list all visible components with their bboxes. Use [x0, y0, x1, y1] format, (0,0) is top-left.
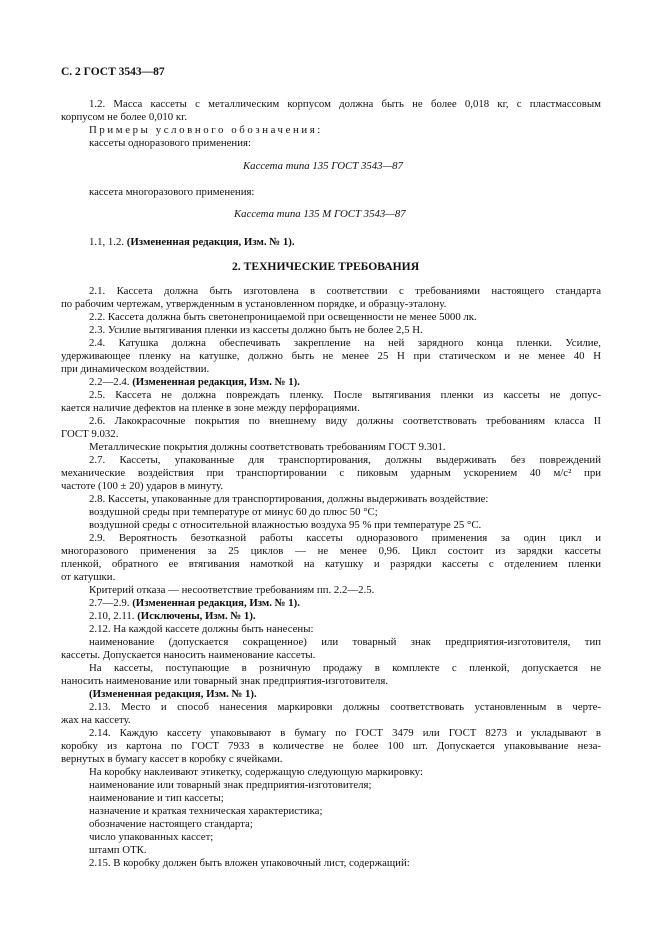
amendment-text: (Измененная редакция, Изм. № 1). [132, 376, 300, 388]
text-line [61, 714, 131, 727]
text-line [61, 363, 209, 376]
text-line [89, 701, 601, 714]
text-line-content: жах на кассету. [61, 714, 131, 726]
text-line-content: 2.2. Кассета должна быть светонепроницаемой при освещенности не менее 5000 лк. [89, 311, 477, 323]
page-header: С. 2 ГОСТ 3543—87 [61, 66, 165, 78]
text-line [61, 350, 601, 363]
text-line [61, 571, 115, 584]
text-line [89, 857, 410, 870]
text-line-content: наименование (допускается сокращенное) или товарный знак предприятия-изготовителя, тип [89, 636, 601, 648]
text-line [89, 376, 300, 389]
text-line-content: от катушки. [61, 571, 116, 583]
text-line-content: 2.7—2.9. [89, 597, 130, 609]
text-line [89, 441, 446, 454]
section-title: 2. ТЕХНИЧЕСКИЕ ТРЕБОВАНИЯ [232, 260, 420, 273]
text-line [89, 337, 601, 350]
text-line-content: вернутых в бумагу кассет в коробку с ячейками. [61, 753, 283, 765]
text-line-content: 2.2—2.4. [89, 376, 130, 388]
paragraph-1-2-line: корпусом не более 0,010 кг. [61, 111, 188, 123]
text-line [89, 454, 601, 467]
examples-heading: Примеры условного обозначения: [89, 124, 323, 136]
text-line-content: 2.6. Лакокрасочные покрытия по внешнему виду должны соответствовать требованиям класса II [89, 415, 601, 427]
text-line-content: 2.5. Кассета не должна повреждать пленку. После вытягивания пленки из кассеты не допус- [89, 389, 601, 401]
text-line [89, 597, 300, 610]
text-line [89, 324, 423, 337]
text-line-content: 2.14. Каждую кассету упаковывают в бумагу по ГОСТ 3479 или ГОСТ 8273 и укладывают в [89, 727, 601, 739]
text-line-content: 2.1. Кассета должна быть изготовлена в соответствии с требованиями настоящего стандарта [89, 285, 601, 297]
text-line [61, 740, 601, 753]
text-line [61, 402, 360, 415]
text-line [89, 792, 224, 805]
text-line [89, 506, 378, 519]
text-line [89, 805, 322, 818]
text-line [89, 662, 601, 675]
multi-use-label: кассета многоразового применения: [89, 186, 255, 198]
text-line [89, 610, 256, 623]
text-line-content: частоте (100 ± 20) ударов в минуту. [61, 480, 224, 492]
text-line-content: 2.10, 2.11. [89, 610, 135, 622]
amendment-text: (Исключены, Изм. № 1). [137, 610, 256, 622]
text-line-content: наименование или товарный знак предприятия-изготовителя; [89, 779, 372, 791]
text-line [89, 844, 147, 857]
text-line [89, 636, 601, 649]
text-line-content: ГОСТ 9.032. [61, 428, 119, 440]
text-line [89, 818, 253, 831]
text-line [61, 298, 446, 311]
text-line [89, 831, 213, 844]
text-line-content: Металлические покрытия должны соответствовать требованиям ГОСТ 9.301. [89, 441, 446, 453]
text-line-content: наименование и тип кассеты; [89, 792, 224, 804]
amendment-text: (Измененная редакция, Изм. № 1). [89, 688, 257, 700]
text-line-content: воздушной среды с относительной влажностью воздуха 95 % при температуре 25 °С. [89, 519, 482, 531]
text-line [89, 285, 601, 298]
text-line-content: наносить наименование или товарный знак предприятия-изготовителя. [61, 675, 389, 687]
text-line [89, 389, 601, 402]
text-line-content: На коробку наклеивают этикетку, содержащую следующую маркировку: [89, 766, 423, 778]
text-line [89, 532, 601, 545]
text-line [89, 766, 423, 779]
text-line [89, 493, 488, 506]
text-line-content: число упакованных кассет; [89, 831, 214, 843]
text-line [89, 623, 313, 636]
text-line [89, 519, 481, 532]
text-line-content: многоразового применения за 25 циклов — не менее 0,96. Цикл состоит из зарядки кассеты [61, 545, 601, 557]
text-line-content: 2.15. В коробку должен быть вложен упаковочный лист, содержащий: [89, 857, 410, 869]
text-line [89, 779, 371, 792]
text-line-content: 2.4. Катушка должна обеспечивать закрепление на ней зарядного конца пленки. Усилие, [89, 337, 601, 349]
text-line [61, 675, 388, 688]
text-line-content: обозначение настоящего стандарта; [89, 818, 253, 830]
text-line-content: удерживающее пленку на катушке, должно быть не менее 25 Н при статическом и не менее 40 Н [61, 350, 601, 362]
text-line [61, 558, 601, 571]
text-line-content: назначение и краткая техническая характеристика; [89, 805, 323, 817]
text-line [61, 649, 315, 662]
text-line [61, 467, 601, 480]
text-line-content: 2.3. Усилие вытягивания пленки из кассеты должно быть не более 2,5 Н. [89, 324, 423, 336]
text-line [61, 545, 601, 558]
single-use-label: кассеты одноразового применения: [89, 137, 251, 149]
amendment-note [89, 236, 295, 249]
text-line [61, 480, 223, 493]
amendment-text: (Измененная редакция, Изм. № 1). [132, 597, 300, 609]
text-line-content: механические воздействия при транспортировании с пиковым ударным ускорением 40 м/с² при [61, 467, 601, 479]
text-line-content: по рабочим чертежам, утвержденным в установленном порядке, и образцу-эталону. [61, 298, 447, 310]
text-line [89, 415, 601, 428]
single-use-designation: Кассета типа 135 ГОСТ 3543—87 [243, 160, 403, 172]
text-line-content: 2.8. Кассеты, упакованные для транспортирования, должны выдерживать воздействие: [89, 493, 489, 505]
text-line-content: 2.13. Место и способ нанесения маркировки должны соответствовать установленным в черте- [89, 701, 601, 713]
text-line-content: коробку из картона по ГОСТ 7933 в количестве не более 100 шт. Допускается упаковывание неза- [61, 740, 601, 752]
text-line [89, 688, 257, 701]
text-line-content: штамп ОТК. [89, 844, 147, 856]
amendment-text: (Измененная редакция, Изм. № 1). [126, 236, 295, 248]
text-line-content: при динамическом воздействии. [61, 363, 210, 375]
text-line [61, 753, 283, 766]
text-line-content: кассеты. Допускается наносить наименование кассеты. [61, 649, 316, 661]
text-line-content: воздушной среды при температуре от минус 60 до плюс 50 °С; [89, 506, 378, 518]
text-line [89, 584, 374, 597]
text-line [89, 311, 477, 324]
multi-use-designation: Кассета типа 135 М ГОСТ 3543—87 [234, 208, 406, 220]
text-line [61, 428, 118, 441]
text-line [89, 727, 601, 740]
text-line-content: пленкой, обратного ее втягивания намоткой на катушку и разрядки кассеты с отделением пленки [61, 558, 601, 570]
amendment-ref: 1.1, 1.2. [89, 236, 125, 248]
text-line-content: 2.12. На каждой кассете должны быть нанесены: [89, 623, 314, 635]
text-line-content: Критерий отказа — несоответствие требованиям пп. 2.2—2.5. [89, 584, 375, 596]
text-line-content: На кассеты, поступающие в розничную продажу в комплекте с пленкой, допускается не [89, 662, 601, 674]
text-line-content: 2.7. Кассеты, упакованные для транспортирования, должны выдерживать без повреждений [89, 454, 601, 466]
text-line-content: 2.9. Вероятность безотказной работы кассеты одноразового применения за один цикл и [89, 532, 601, 544]
paragraph-1-2-line: 1.2. Масса кассеты с металлическим корпусом должна быть не более 0,018 кг, с пластмассовым [89, 98, 601, 110]
text-line-content: кается наличие дефектов на пленке в зоне между перфорациями. [61, 402, 360, 414]
